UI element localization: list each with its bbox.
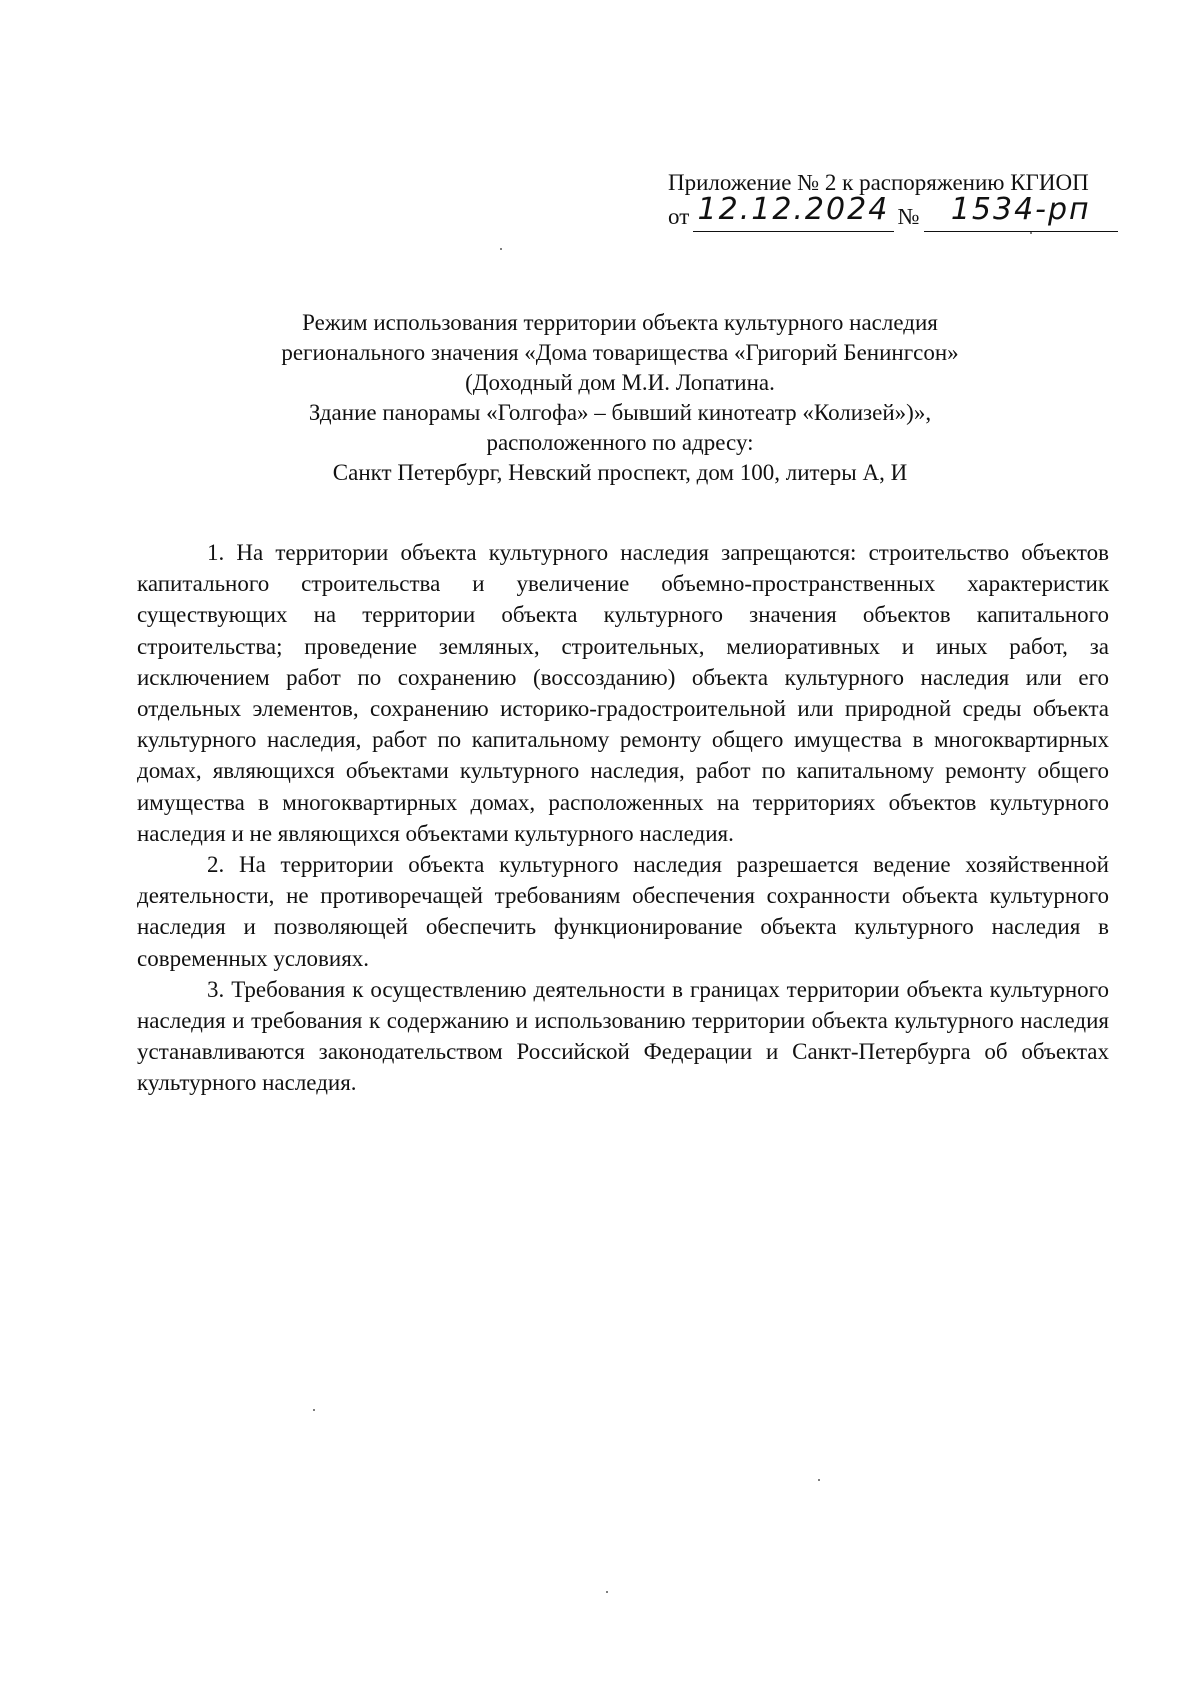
scan-speck [606,1591,608,1593]
title-line: (Доходный дом М.И. Лопатина. [465,370,775,395]
handwritten-date-field [693,192,893,232]
scan-speck [1030,232,1032,234]
appendix-header [668,168,1118,232]
title-line: расположенного по адресу: [486,430,754,455]
title-line: регионального значения «Дома товарищества «Григорий Бенингсон» [281,340,959,365]
title-line: Санкт Петербург, Невский проспект, дом 100, литеры А, И [332,460,908,485]
appendix-title: Приложение № 2 к распоряжению КГИОП [668,170,1089,195]
title-line: Здание панорамы «Голгофа» – бывший кинотеатр «Колизей»)», [308,400,932,425]
scan-speck [313,1409,315,1411]
document-body [137,537,1109,1099]
handwritten-number-field [924,192,1118,232]
appendix-date-number-line [668,192,1118,232]
paragraph-2: 2. На территории объекта культурного наследия разрешается ведение хозяйственной деятельности, не противоречащей требованиям обеспечения сохранности объекта культурного наследия и позволяющей обеспечить функционирование объекта культурного наследия в современных условиях. [137,852,1109,971]
scan-speck [818,1479,820,1481]
document-title [130,308,1110,488]
date-prefix: от [668,204,690,229]
paragraph-1: 1. На территории объекта культурного наследия запрещаются: строительство объектов капитального строительства и увеличение объемно-пространственных характеристик существующих на территории объекта культурного значения объектов капитального строительства; проведение земляных, строительных, мелиоративных и иных работ, за исключением работ по сохранению (воссозданию) объекта культурного наследия или его отдельных элементов, сохранению историко-градостроительной или природной среды объекта культурного наследия, работ по капитальному ремонту общего имущества в многоквартирных домах, являющихся объектами культурного наследия, работ по капитальному ремонту общего имущества в многоквартирных домах, расположенных на территориях объектов культурного наследия и не являющихся объектами культурного наследия. [137,540,1109,846]
paragraph-3: 3. Требования к осуществлению деятельности в границах территории объекта культурного наследия и требования к содержанию и использованию территории объекта культурного наследия устанавливаются законодательством Российской Федерации и Санкт-Петербурга об объектах культурного наследия. [137,976,1109,1096]
handwritten-number: 1534-рп [950,192,1091,227]
title-line: Режим использования территории объекта культурного наследия [302,310,938,335]
handwritten-date: 12.12.2024 [697,192,890,227]
scan-speck [500,248,502,250]
number-prefix: № [897,204,920,229]
